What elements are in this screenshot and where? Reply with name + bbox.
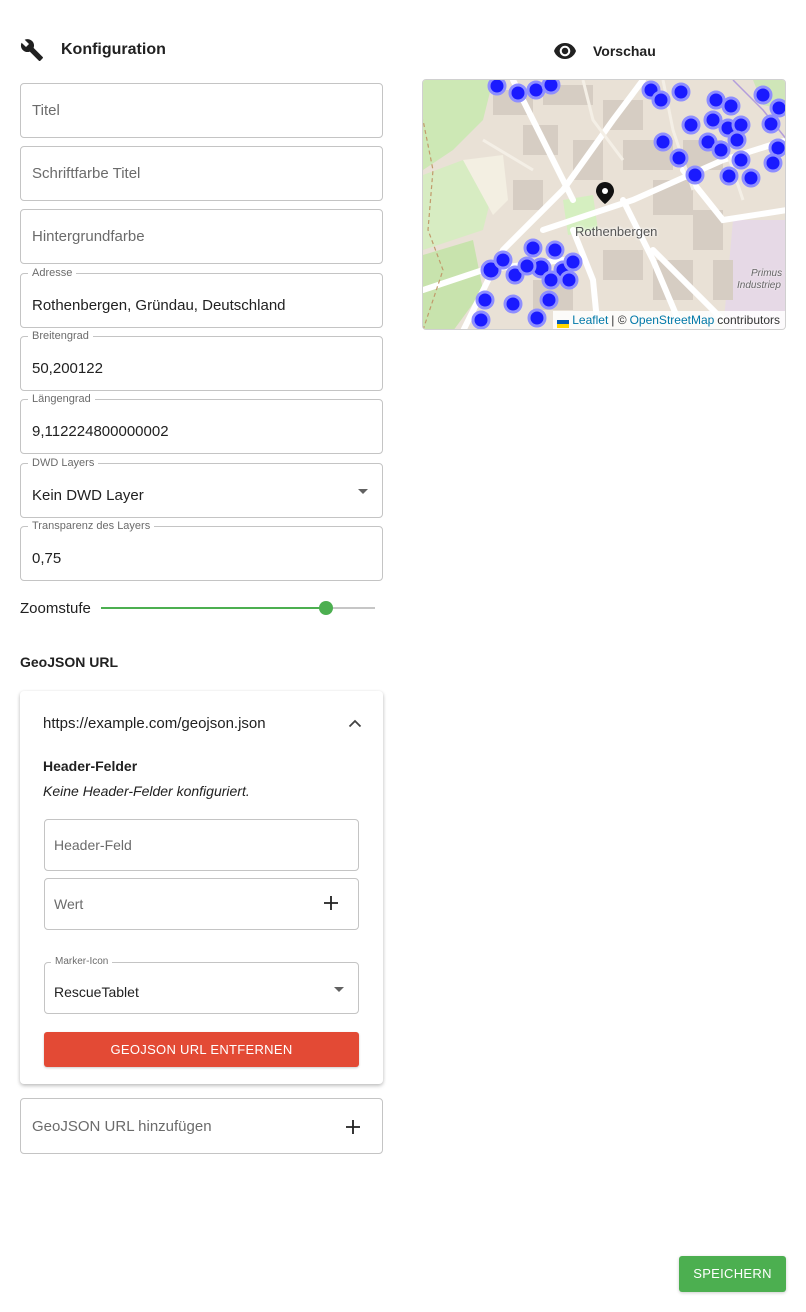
longitude-value: 9,112224800000002 [32,423,169,440]
config-heading [20,38,166,62]
title-color-placeholder: Schriftfarbe Titel [32,165,141,182]
header-value-input[interactable] [44,878,359,930]
wrench-icon [20,38,44,62]
dwd-layers-value: Kein DWD Layer [32,487,144,504]
attribution-suffix: contributors [717,313,780,327]
zoom-slider-fill [101,607,326,609]
save-button[interactable]: SPEICHERN [679,1256,786,1292]
background-color-placeholder: Hintergrundfarbe [32,228,145,245]
title-placeholder: Titel [32,102,60,119]
ukraine-flag-icon [557,316,569,324]
header-field-input[interactable] [44,819,359,871]
address-value: Rothenbergen, Gründau, Deutschland [32,297,286,314]
latitude-input[interactable] [20,330,383,391]
add-geojson-placeholder: GeoJSON URL hinzufügen [32,1118,212,1135]
osm-link[interactable]: OpenStreetMap [629,313,715,327]
map-industrial-label-1: Primus [751,268,783,279]
header-value-placeholder: Wert [54,896,84,912]
header-fields-title: Header-Felder [43,758,138,774]
address-input[interactable] [20,267,383,328]
transparency-value: 0,75 [32,550,62,567]
chevron-up-icon[interactable] [348,715,362,733]
preview-title: Vorschau [593,43,656,59]
dwd-layers-label: DWD Layers [28,457,98,469]
latitude-value: 50,200122 [32,360,103,377]
latitude-label: Breitengrad [28,330,93,342]
chevron-down-icon [358,489,368,494]
remove-geojson-button[interactable]: GEOJSON URL ENTFERNEN [44,1032,359,1067]
marker-icon-value: RescueTablet [54,984,139,1000]
geojson-heading: GeoJSON URL [20,654,119,670]
header-fields-empty: Keine Header-Felder konfiguriert. [43,783,250,799]
title-color-input[interactable] [20,146,383,201]
config-title: Konfiguration [61,41,166,58]
dwd-layers-select[interactable] [20,457,383,518]
address-label: Adresse [28,267,76,279]
title-input[interactable] [20,83,383,138]
longitude-input[interactable] [20,393,383,454]
map-tiles [423,80,786,330]
zoom-label: Zoomstufe [20,600,91,617]
zoom-slider[interactable] [101,607,375,609]
background-color-input[interactable] [20,209,383,264]
geojson-entry-card [20,691,383,1084]
map-industrial-label-2: Industriep [737,280,781,291]
marker-icon-select[interactable] [44,956,359,1014]
transparency-label: Transparenz des Layers [28,520,154,532]
add-header-icon[interactable] [323,894,339,914]
marker-icon-label: Marker-Icon [51,956,112,968]
geojson-entry-url[interactable]: https://example.com/geojson.json [43,715,266,732]
preview-heading [553,42,656,60]
header-field-placeholder: Header-Feld [54,837,132,853]
leaflet-link[interactable]: Leaflet [572,313,609,327]
map-preview[interactable] [422,79,786,330]
add-geojson-input[interactable] [20,1098,383,1154]
map-attribution [553,311,785,329]
longitude-label: Längengrad [28,393,95,405]
add-geojson-icon[interactable] [345,1119,361,1140]
eye-icon [553,42,577,60]
attribution-separator: | © [611,313,627,327]
zoom-slider-thumb[interactable] [319,601,333,615]
map-place-label: Rothenbergen [575,224,658,239]
transparency-input[interactable] [20,520,383,581]
chevron-down-icon [334,987,344,992]
